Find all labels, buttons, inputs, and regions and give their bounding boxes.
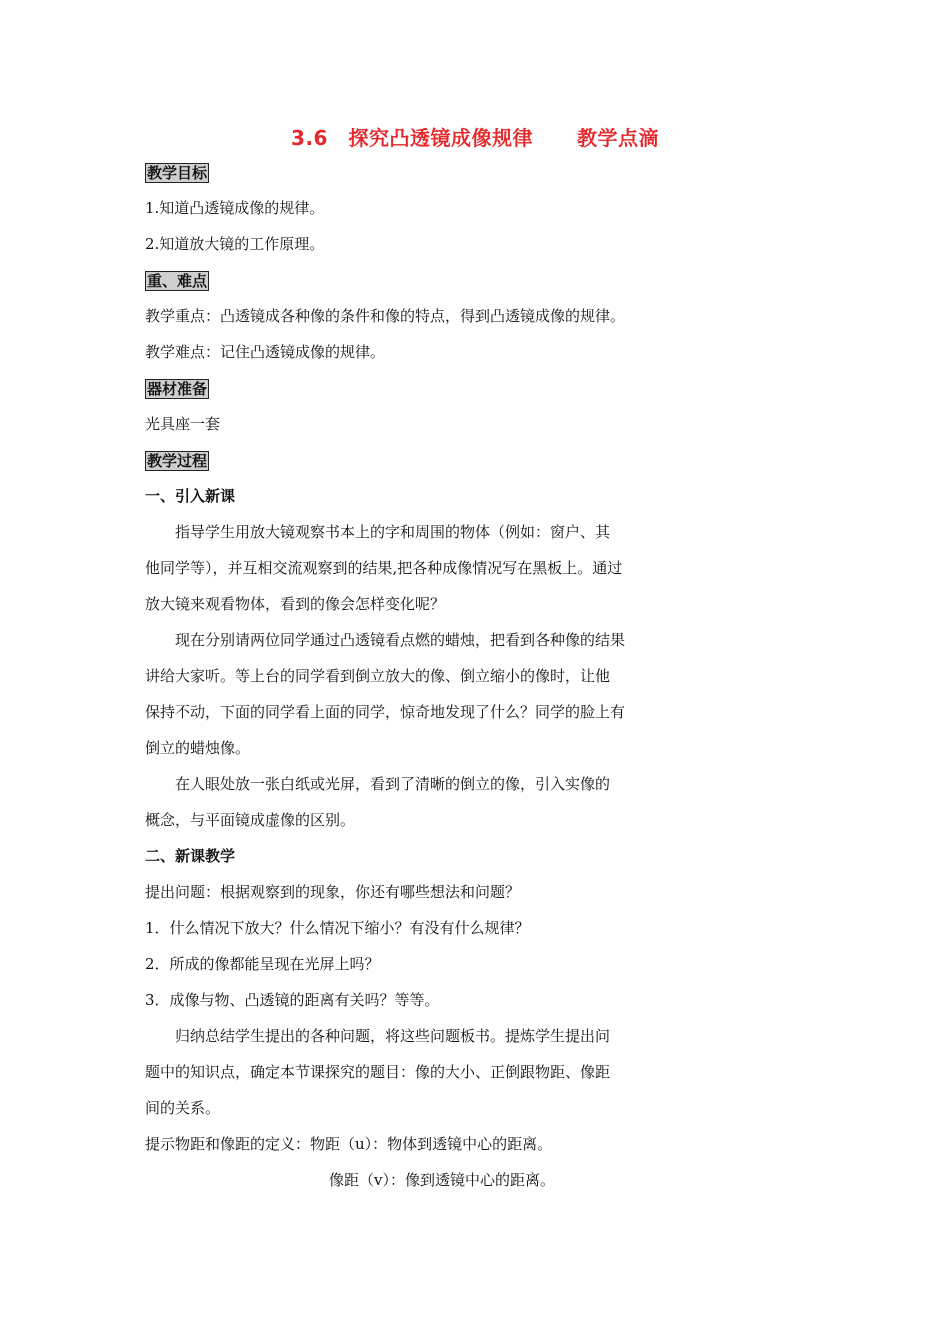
- subheading-intro: 一、引入新课: [145, 487, 236, 505]
- paragraph: [145, 622, 695, 766]
- paragraph-line: 指导学生用放大镜观察书本上的字和周围的物体（例如：窗户、其: [175, 523, 611, 541]
- paragraph-line: 保持不动，下面的同学看上面的同学，惊奇地发现了什么？同学的脸上有: [145, 703, 626, 721]
- section-heading-process: [145, 442, 695, 478]
- goal-item: 2.知道放大镜的工作原理。: [145, 235, 325, 253]
- document-body: [145, 154, 695, 1198]
- material-item: 光具座一套: [145, 415, 221, 433]
- paragraph-line: 讲给大家听。等上台的同学看到倒立放大的像、倒立缩小的像时，让他: [145, 667, 611, 685]
- heading-box: 重、难点: [147, 272, 208, 290]
- heading-box: 器材准备: [147, 380, 208, 398]
- paragraph-line: 归纳总结学生提出的各种问题，将这些问题板书。提炼学生提出问: [175, 1027, 611, 1045]
- title-main: 3.6 探究凸透镜成像规律: [291, 126, 533, 150]
- definition-object-distance: 提示物距和像距的定义：物距（u）：物体到透镜中心的距离。: [145, 1135, 553, 1153]
- key-difficulty: 教学难点：记住凸透镜成像的规律。: [145, 343, 386, 361]
- question-item: 2．所成的像都能呈现在光屏上吗？: [145, 955, 380, 973]
- paragraph: [145, 766, 695, 838]
- heading-box: 教学过程: [147, 452, 208, 470]
- question-intro: 提出问题：根据观察到的现象，你还有哪些想法和问题？: [145, 883, 521, 901]
- paragraph-line: 题中的知识点，确定本节课探究的题目：像的大小、正倒跟物距、像距: [145, 1063, 611, 1081]
- paragraph-line: 现在分别请两位同学通过凸透镜看点燃的蜡烛，把看到各种像的结果: [175, 631, 626, 649]
- subheading-new-lesson: 二、新课教学: [145, 847, 236, 865]
- section-heading-goals: [145, 154, 695, 190]
- definition-image-distance: 像距（v）：像到透镜中心的距离。: [329, 1171, 555, 1189]
- question-item: 1．什么情况下放大？什么情况下缩小？有没有什么规律？: [145, 919, 530, 937]
- paragraph-line: 他同学等），并互相交流观察到的结果,把各种成像情况写在黑板上。通过: [145, 559, 623, 577]
- question-item: 3．成像与物、凸透镜的距离有关吗？等等。: [145, 991, 440, 1009]
- paragraph: [145, 1018, 695, 1126]
- section-heading-materials: [145, 370, 695, 406]
- paragraph-line: 概念，与平面镜成虚像的区别。: [145, 811, 356, 829]
- key-focus: 教学重点：凸透镜成各种像的条件和像的特点，得到凸透镜成像的规律。: [145, 307, 626, 325]
- paragraph-line: 倒立的蜡烛像。: [145, 739, 251, 757]
- paragraph-line: 在人眼处放一张白纸或光屏，看到了清晰的倒立的像，引入实像的: [175, 775, 611, 793]
- goal-item: 1.知道凸透镜成像的规律。: [145, 199, 325, 217]
- section-heading-key-points: [145, 262, 695, 298]
- heading-box: 教学目标: [147, 164, 208, 182]
- title-sub: 教学点滴: [576, 126, 659, 150]
- page-title: [0, 122, 950, 151]
- paragraph: [145, 514, 695, 622]
- paragraph-line: 间的关系。: [145, 1099, 221, 1117]
- paragraph-line: 放大镜来观看物体，看到的像会怎样变化呢？: [145, 595, 446, 613]
